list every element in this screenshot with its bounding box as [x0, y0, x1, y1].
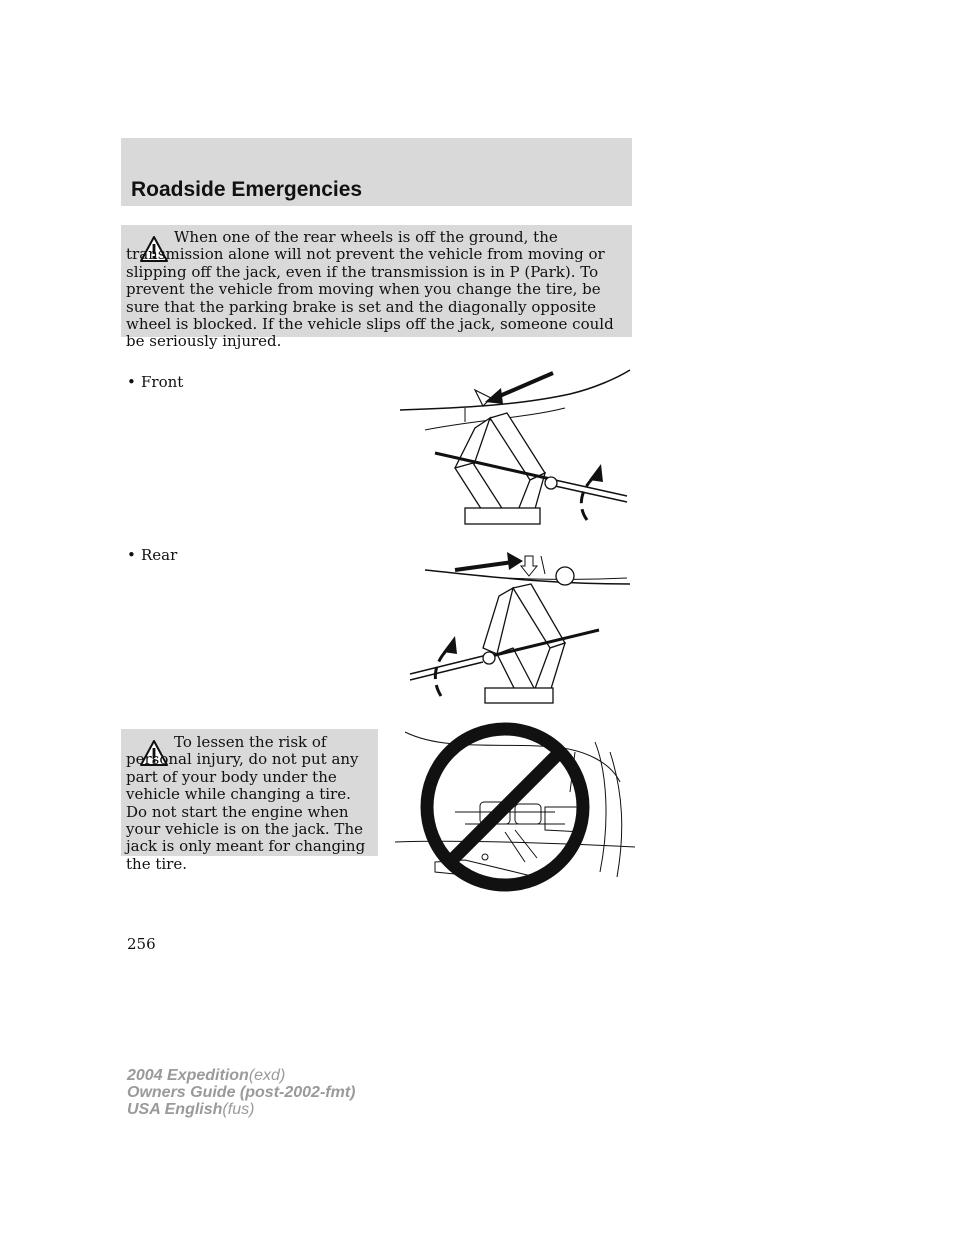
list-item-front — [127, 373, 183, 391]
footer-line-1 — [127, 1067, 355, 1084]
warning-text: To lessen the risk of personal injury, do not put any part of your body under the vehicle while changing a tire. Do not start the engine when your vehicle is on the jack. The jack is only meant for changing the tire. — [126, 733, 366, 873]
warning-box-transmission — [121, 225, 632, 351]
footer-line-2 — [127, 1084, 355, 1101]
section-title: Roadside Emergencies — [131, 178, 363, 201]
footer-guide: Owners Guide (post-2002-fmt) — [127, 1084, 356, 1101]
bullet-label: Rear — [141, 546, 178, 564]
document-footer — [127, 1067, 355, 1118]
footer-model-code: (exd) — [248, 1067, 286, 1084]
do-not-go-under-vehicle-illustration — [395, 712, 635, 892]
bullet-marker: • — [127, 373, 136, 391]
footer-language-code: (fus) — [222, 1101, 255, 1118]
section-header — [121, 138, 632, 206]
front-jack-illustration — [395, 368, 635, 528]
bullet-marker: • — [127, 546, 136, 564]
bullet-label: Front — [141, 373, 184, 391]
footer-line-3 — [127, 1101, 355, 1118]
footer-model: 2004 Expedition — [127, 1067, 249, 1084]
warning-text: When one of the rear wheels is off the ground, the transmission alone will not prevent the vehicle from moving or slipping off the jack, even if the transmission is in P (Park). To prevent the vehicle from moving when you change the tire, be sure that the parking brake is set and the diagonally opposite wheel is blocked. If the vehicle slips off the jack, someone could be seriously injured. — [126, 228, 614, 351]
rear-jack-illustration — [405, 548, 635, 708]
footer-language: USA English — [127, 1101, 223, 1118]
warning-box-personal-injury — [121, 729, 378, 873]
list-item-rear — [127, 546, 177, 564]
page-number: 256 — [127, 935, 156, 953]
